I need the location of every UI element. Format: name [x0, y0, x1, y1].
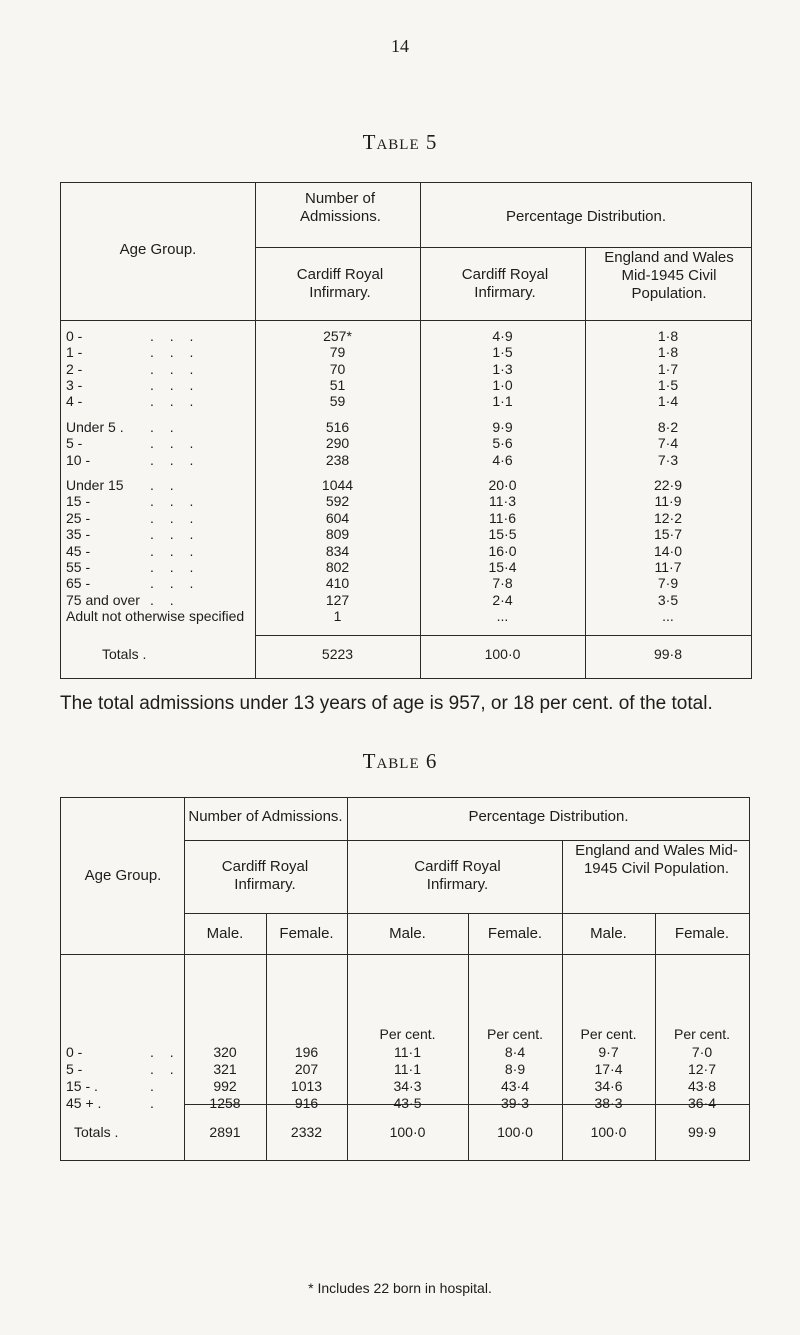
t5-header-cardiff-admissions: Cardiff Royal Infirmary. — [296, 266, 384, 301]
table-5-totals-rule — [255, 635, 752, 636]
t6-row-age: 15 - . — [66, 1078, 98, 1094]
t5-row-dots: . . . — [150, 344, 200, 360]
t5-row-admissions: 127 — [325, 592, 350, 608]
t6-row-crf-male: 11·1 — [394, 1044, 421, 1060]
t5-row-dots: . . . — [150, 526, 200, 542]
t6-totals-crf-male: 100·0 — [389, 1124, 426, 1140]
t6-header-number-of-admissions: Number of Admissions. — [188, 808, 343, 825]
t6-row-adm-male: 320 — [213, 1044, 237, 1060]
t6-row-ew-male: 17·4 — [594, 1061, 623, 1077]
t6-header-ew-male: Male. — [590, 925, 627, 942]
t6-header-crf-female: Female. — [487, 925, 543, 942]
t5-totals-cardiff: 100·0 — [484, 646, 521, 662]
t5-row-age: Adult not otherwise specified — [66, 608, 245, 624]
t5-row-dots: . . . — [150, 361, 200, 377]
t5-row-england: 7·3 — [657, 452, 679, 468]
t6-row-ew-female: 36·4 — [687, 1095, 717, 1111]
t5-row-age: 4 - — [66, 393, 83, 409]
t6-header-cardiff-admissions: Cardiff Royal Infirmary. — [221, 858, 309, 893]
t6-header-crf-male: Male. — [389, 925, 426, 942]
t5-row-admissions: 290 — [325, 435, 350, 451]
t6-totals-ew-female: 99·9 — [687, 1124, 717, 1140]
t6-row-adm-male: 1258 — [209, 1095, 241, 1111]
t5-row-admissions: 834 — [325, 543, 350, 559]
t6-header-ew-female: Female. — [674, 925, 730, 942]
t5-row-cardiff: 1·5 — [492, 344, 513, 360]
t5-row-england: ... — [662, 608, 674, 624]
t5-row-cardiff: 4·9 — [492, 328, 513, 344]
t5-row-cardiff: ... — [496, 608, 509, 624]
table-5-top-rule — [60, 182, 752, 183]
t6-row-crf-female: 43·4 — [500, 1078, 530, 1094]
t6-header-age-group: Age Group. — [84, 867, 162, 884]
t5-header-england-wales: England and Wales Mid-1945 Civil Population. — [604, 249, 734, 302]
table-6-subheader-rule — [184, 840, 750, 841]
t6-header-adm-male: Male. — [206, 925, 244, 942]
t5-row-age: 1 - — [66, 344, 83, 360]
t5-row-admissions: 516 — [325, 419, 350, 435]
t5-row-age: 2 - — [66, 361, 83, 377]
t6-totals-ew-male: 100·0 — [590, 1124, 627, 1140]
t5-totals-label: Totals . — [102, 646, 147, 662]
t5-row-cardiff: 16·0 — [488, 543, 517, 559]
t5-row-cardiff: 1·1 — [492, 393, 513, 409]
t5-row-england: 1·8 — [657, 328, 679, 344]
table-5-header-rule — [60, 320, 752, 321]
t5-row-dots: . . . — [150, 543, 200, 559]
table-6-col-rule-2 — [266, 913, 267, 1160]
t6-row-dots: . — [150, 1078, 160, 1094]
t6-row-adm-female: 1013 — [290, 1078, 323, 1094]
t6-row-dots: . . — [150, 1061, 180, 1077]
t6-row-crf-female: 39·3 — [500, 1095, 530, 1111]
table-6-right-rule — [749, 797, 750, 1160]
t5-row-age: 65 - — [66, 575, 91, 591]
table-6-title: Table 6 — [362, 749, 438, 773]
t5-row-england: 11·7 — [654, 559, 682, 575]
t5-row-cardiff: 1·3 — [492, 361, 513, 377]
t5-row-dots: . . . — [150, 559, 200, 575]
t5-row-admissions: 604 — [325, 510, 350, 526]
t5-totals-admissions: 5223 — [321, 646, 354, 662]
t6-row-adm-female: 916 — [294, 1095, 319, 1111]
t5-row-admissions: 51 — [329, 377, 346, 393]
t6-row-dots: . . — [150, 1044, 180, 1060]
t5-row-dots: . . . — [150, 393, 200, 409]
t5-row-dots: . . — [150, 477, 180, 493]
table-5-title: Table 5 — [362, 130, 438, 154]
t5-row-admissions: 238 — [325, 452, 350, 468]
t6-totals-adm-female: 2332 — [290, 1124, 323, 1140]
t5-row-dots: . . — [150, 592, 180, 608]
t6-row-adm-female: 207 — [294, 1061, 319, 1077]
t5-totals-england: 99·8 — [653, 646, 683, 662]
table-6-sex-rule — [184, 913, 750, 914]
t5-row-cardiff: 4·6 — [492, 452, 513, 468]
table-5-left-rule — [60, 182, 61, 678]
t5-row-admissions: 70 — [329, 361, 346, 377]
t6-row-crf-male: 43·5 — [393, 1095, 422, 1111]
t5-row-england: 1·7 — [657, 361, 679, 377]
t5-row-cardiff: 7·8 — [492, 575, 513, 591]
t5-row-admissions: 410 — [325, 575, 350, 591]
t6-header-cardiff-percentage: Cardiff Royal Infirmary. — [414, 858, 501, 893]
t6-row-age: 45 + . — [66, 1095, 102, 1111]
table-5-note: The total admissions under 13 years of age is 957, or 18 per cent. of the total. — [60, 693, 713, 714]
t6-row-adm-male: 321 — [213, 1061, 237, 1077]
t6-row-ew-female: 7·0 — [691, 1044, 713, 1060]
t5-row-admissions: 257* — [323, 328, 352, 344]
t6-row-ew-female: 43·8 — [687, 1078, 717, 1094]
t5-row-england: 8·2 — [657, 419, 679, 435]
t6-row-ew-male: 9·7 — [598, 1044, 619, 1060]
t5-row-england: 1·8 — [657, 344, 679, 360]
t5-row-cardiff: 15·4 — [488, 559, 517, 575]
t5-row-england: 7·9 — [657, 575, 679, 591]
t5-row-age: 55 - — [66, 559, 91, 575]
t5-row-dots: . . . — [150, 435, 200, 451]
t5-header-cardiff-percentage: Cardiff Royal Infirmary. — [461, 266, 549, 301]
t6-row-adm-female: 196 — [294, 1044, 319, 1060]
t5-header-percentage-distribution: Percentage Distribution. — [505, 208, 667, 225]
table-6-top-rule — [60, 797, 750, 798]
t5-row-dots: . . . — [150, 377, 200, 393]
t6-row-crf-female: 8·9 — [504, 1061, 526, 1077]
table-5-right-rule — [751, 182, 752, 678]
t5-row-england: 1·5 — [657, 377, 679, 393]
t5-row-age: 0 - — [66, 328, 83, 344]
t6-totals-crf-female: 100·0 — [497, 1124, 533, 1140]
t5-row-england: 15·7 — [653, 526, 683, 542]
t5-row-england: 22·9 — [653, 477, 683, 493]
t6-unit-crf-female: Per cent. — [486, 1026, 544, 1042]
t6-row-adm-male: 992 — [213, 1078, 237, 1094]
page-number: 14 — [391, 36, 409, 56]
t5-row-admissions: 79 — [329, 344, 346, 360]
t6-totals-adm-male: 2891 — [209, 1124, 241, 1140]
t6-header-percentage-distribution: Percentage Distribution. — [468, 808, 629, 825]
t5-row-dots: . . . — [150, 328, 200, 344]
t5-row-admissions: 592 — [325, 493, 350, 509]
t5-row-cardiff: 2·4 — [492, 592, 513, 608]
t5-row-cardiff: 15·5 — [488, 526, 517, 542]
t5-row-age: 45 - — [66, 543, 91, 559]
t5-row-england: 12·2 — [653, 510, 683, 526]
t5-row-age: 75 and over — [66, 592, 140, 608]
t6-row-crf-male: 11·1 — [394, 1061, 421, 1077]
t5-row-england: 3·5 — [657, 592, 679, 608]
table-5-bottom-rule — [60, 678, 752, 679]
t5-row-cardiff: 5·6 — [492, 435, 513, 451]
t5-row-dots: . . . — [150, 575, 200, 591]
t5-row-admissions: 809 — [325, 526, 350, 542]
t5-row-dots: . . . — [150, 510, 200, 526]
t6-row-ew-female: 12·7 — [687, 1061, 717, 1077]
t5-row-cardiff: 11·6 — [489, 510, 516, 526]
footnote: * Includes 22 born in hospital. — [308, 1280, 492, 1296]
t6-row-crf-male: 34·3 — [393, 1078, 422, 1094]
t5-row-age: 10 - — [66, 452, 91, 468]
table-6-header-rule — [60, 954, 750, 955]
t5-header-age-group: Age Group. — [119, 241, 197, 258]
t5-row-age: 5 - — [66, 435, 83, 451]
t5-row-dots: . . — [150, 419, 180, 435]
t5-row-admissions: 802 — [325, 559, 350, 575]
t5-row-age: 3 - — [66, 377, 83, 393]
table-6-left-rule — [60, 797, 61, 1160]
t5-row-admissions: 1044 — [321, 477, 354, 493]
t5-row-admissions: 59 — [329, 393, 346, 409]
t6-row-age: 0 - — [66, 1044, 83, 1060]
t5-row-england: 7·4 — [657, 435, 679, 451]
table-5-subheader-rule — [255, 247, 752, 248]
t6-unit-crf-male: Per cent. — [379, 1026, 436, 1042]
t6-row-age: 5 - — [66, 1061, 83, 1077]
t5-row-age: 35 - — [66, 526, 91, 542]
t5-header-number-of-admissions: Number of Admissions. — [300, 190, 381, 225]
table-6-col-rule-5 — [562, 840, 563, 1160]
t5-row-dots: . . . — [150, 452, 200, 468]
t5-row-cardiff: 20·0 — [488, 477, 517, 493]
table-6-bottom-rule — [60, 1160, 750, 1161]
t6-header-england-wales: England and Wales Mid-1945 Civil Population. — [575, 842, 738, 877]
t6-row-ew-male: 34·6 — [594, 1078, 623, 1094]
t6-row-ew-male: 38·3 — [594, 1095, 623, 1111]
t5-row-cardiff: 11·3 — [489, 493, 516, 509]
t6-totals-label: Totals . — [74, 1124, 119, 1140]
t5-row-admissions: 1 — [333, 608, 342, 624]
t5-row-england: 14·0 — [653, 543, 683, 559]
t6-unit-ew-female: Per cent. — [673, 1026, 731, 1042]
t5-row-age: Under 5 . — [66, 419, 124, 435]
t5-row-cardiff: 9·9 — [492, 419, 513, 435]
t5-row-age: 25 - — [66, 510, 91, 526]
t6-header-adm-female: Female. — [279, 925, 334, 942]
t5-row-england: 1·4 — [657, 393, 679, 409]
t5-row-age: Under 15 — [66, 477, 124, 493]
t6-row-dots: . — [150, 1095, 160, 1111]
t5-row-england: 11·9 — [654, 493, 682, 509]
t5-row-cardiff: 1·0 — [492, 377, 513, 393]
t6-unit-ew-male: Per cent. — [580, 1026, 637, 1042]
t5-row-dots: . . . — [150, 493, 200, 509]
t5-row-age: 15 - — [66, 493, 91, 509]
t6-row-crf-female: 8·4 — [504, 1044, 526, 1060]
